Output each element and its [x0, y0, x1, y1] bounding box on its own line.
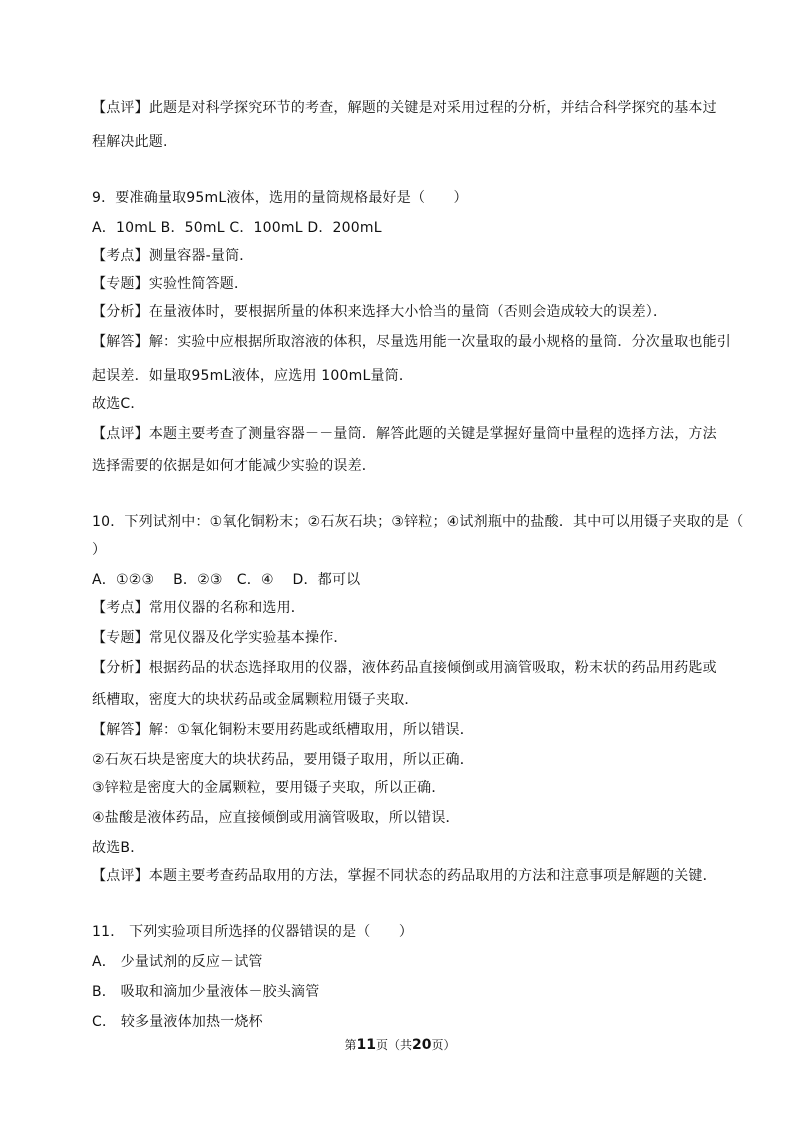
- q10-jieda-tag: 【解答】: [92, 722, 149, 738]
- q9-jieda-tag: 【解答】: [92, 334, 149, 350]
- footer-suffix: 页）: [431, 1038, 456, 1052]
- q9-comment-text-1: 本题主要考查了测量容器－－量筒．解答此题的关键是掌握好量筒中量程的选择方法，方法: [148, 426, 717, 442]
- q9-jieda-line-1: [92, 332, 732, 352]
- q9-jieda-text-1: 解：实验中应根据所取溶液的体积，尽量选用能一次量取的最小规格的量筒．分次量取也能引: [148, 334, 732, 350]
- q9-stem: 9．要准确量取95mL液体，选用的量筒规格最好是（ ）: [92, 190, 468, 206]
- q10-jieda-line-4: ④盐酸是液体药品，应直接倾倒或用滴管吸取，所以错误．: [92, 810, 460, 826]
- q8-comment-line-1: [92, 98, 732, 118]
- q11-option-b: B． 吸取和滴加少量液体－胶头滴管: [92, 984, 320, 1000]
- q10-answer: 故选B．: [92, 840, 145, 856]
- page-footer: [0, 1036, 800, 1054]
- q9-kaodian: [92, 246, 732, 266]
- q8-comment-line-2: 程解决此题.: [92, 134, 168, 150]
- q9-fenxi-tag: 【分析】: [92, 304, 149, 320]
- q10-kaodian: [92, 598, 732, 618]
- footer-prefix: 第: [344, 1038, 357, 1052]
- q9-kaodian-tag: 【考点】: [92, 248, 149, 264]
- q9-zhuanti-tag: 【专题】: [92, 276, 149, 292]
- q10-stem-line-1: 10．下列试剂中：①氧化铜粉末；②石灰石块；③锌粒；④试剂瓶中的盐酸．其中可以用镊子夹取的是（: [92, 514, 744, 530]
- q9-comment-tag: 【点评】: [92, 426, 149, 442]
- q10-fenxi-line-1: [92, 658, 732, 678]
- footer-page-number: 11: [356, 1037, 376, 1053]
- q9-zhuanti: [92, 274, 732, 294]
- q10-kaodian-tag: 【考点】: [92, 600, 149, 616]
- q10-jieda-line-1: [92, 720, 732, 740]
- q10-zhuanti-text: 常见仪器及化学实验基本操作．: [148, 630, 348, 646]
- footer-middle: 页（共: [375, 1038, 412, 1052]
- q11-stem: 11． 下列实验项目所选择的仪器错误的是（ ）: [92, 924, 414, 940]
- q10-zhuanti-tag: 【专题】: [92, 630, 149, 646]
- q9-fenxi: [92, 302, 732, 322]
- q10-comment-text: 本题主要考查药品取用的方法，掌握不同状态的药品取用的方法和注意事项是解题的关键．: [148, 868, 717, 884]
- q10-jieda-line-2: ②石灰石块是密度大的块状药品，要用镊子取用，所以正确．: [92, 752, 474, 768]
- q9-answer: 故选C．: [92, 396, 145, 412]
- q10-fenxi-line-2: 纸槽取，密度大的块状药品或金属颗粒用镊子夹取．: [92, 692, 419, 708]
- q10-comment-tag: 【点评】: [92, 868, 149, 884]
- q9-comment-line-2: 选择需要的依据是如何才能减少实验的误差．: [92, 458, 376, 474]
- q11-option-a: A． 少量试剂的反应－试管: [92, 954, 263, 970]
- q9-kaodian-text: 测量容器-量筒．: [148, 248, 254, 264]
- q10-stem-line-2: ）: [92, 542, 107, 558]
- q8-comment-tag: 【点评】: [92, 100, 149, 116]
- q9-jieda-line-2: 起误差．如量取95mL液体，应选用 100mL量筒．: [92, 368, 414, 384]
- q9-comment-line-1: [92, 424, 732, 444]
- q10-kaodian-text: 常用仪器的名称和选用．: [148, 600, 306, 616]
- q10-jieda-text-1: 解：①氧化铜粉末要用药匙或纸槽取用，所以错误．: [148, 722, 474, 738]
- q10-options: A．①②③ B．②③ C．④ D．都可以: [92, 572, 361, 588]
- q9-options: A．10mL B．50mL C．100mL D．200mL: [92, 220, 382, 236]
- q10-zhuanti: [92, 628, 732, 648]
- q10-fenxi-tag: 【分析】: [92, 660, 149, 676]
- q9-fenxi-text: 在量液体时，要根据所量的体积来选择大小恰当的量筒（否则会造成较大的误差）．: [148, 304, 668, 320]
- q9-zhuanti-text: 实验性简答题．: [148, 276, 249, 292]
- q11-option-c: C． 较多量液体加热一烧杯: [92, 1014, 263, 1030]
- q10-comment: [92, 866, 732, 886]
- q10-fenxi-text-1: 根据药品的状态选择取用的仪器，液体药品直接倾倒或用滴管吸取，粉末状的药品用药匙或: [148, 660, 717, 676]
- q10-jieda-line-3: ③锌粒是密度大的金属颗粒，要用镊子夹取，所以正确．: [92, 780, 446, 796]
- q8-comment-text-1: 此题是对科学探究环节的考查，解题的关键是对采用过程的分析，并结合科学探究的基本过: [148, 100, 717, 116]
- footer-total-pages: 20: [412, 1037, 432, 1053]
